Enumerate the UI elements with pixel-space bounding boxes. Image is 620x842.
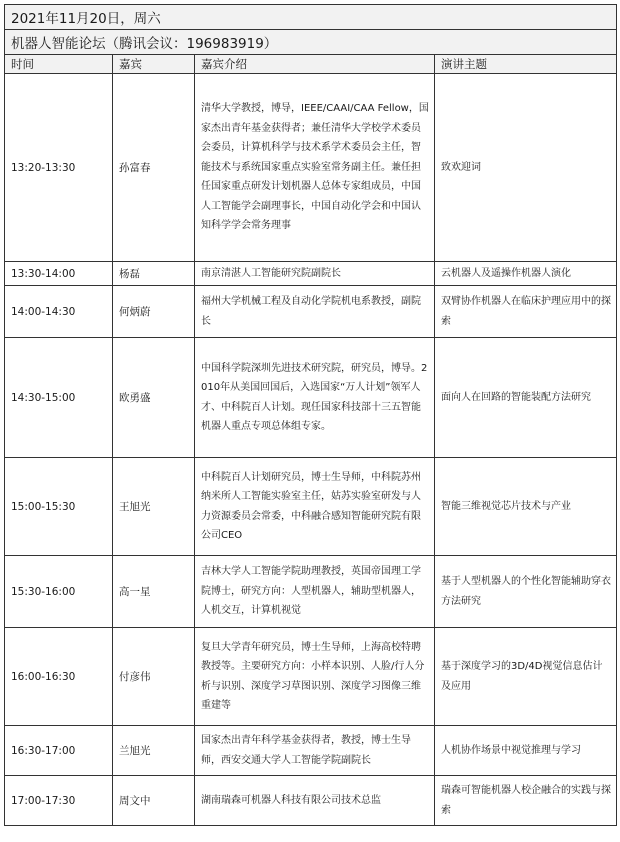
row-topic: 基于深度学习的3D/4D视觉信息估计及应用 <box>435 628 617 726</box>
row-guest: 孙富春 <box>113 74 195 262</box>
table-row <box>5 338 617 458</box>
row-topic: 双臂协作机器人在临床护理应用中的探索 <box>435 286 617 338</box>
column-header-guest: 嘉宾 <box>113 55 195 74</box>
event-date: 2021年11月20日，周六 <box>5 5 617 30</box>
row-topic: 瑞森可智能机器人校企融合的实践与探索 <box>435 776 617 826</box>
row-intro: 中科院百人计划研究员，博士生导师，中科院苏州纳米所人工智能实验室主任，姑苏实验室研发与人力资源委员会常委，中科融合感知智能研究院有限公司CEO <box>195 458 435 556</box>
row-time: 16:00-16:30 <box>5 628 113 726</box>
schedule-body <box>5 5 617 826</box>
row-intro: 湖南瑞森可机器人科技有限公司技术总监 <box>195 776 435 826</box>
date-row <box>5 5 617 30</box>
row-topic: 面向人在回路的智能装配方法研究 <box>435 338 617 458</box>
schedule-table <box>4 4 617 826</box>
row-topic: 智能三维视觉芯片技术与产业 <box>435 458 617 556</box>
row-intro: 福州大学机械工程及自动化学院机电系教授，副院长 <box>195 286 435 338</box>
row-time: 13:20-13:30 <box>5 74 113 262</box>
row-intro: 清华大学教授，博导，IEEE/CAAI/CAA Fellow，国家杰出青年基金获得者；兼任清华大学校学术委员会委员，计算机科学与技术系学术委员会主任，智能技术与系统国家重点实验室常务副主任。兼任担任国家重点研发计划机器人总体专家组成员，中国人工智能学会副理事长，中国自动化学会和中国认知科学学会常务理事 <box>195 74 435 262</box>
row-topic: 基于人型机器人的个性化智能辅助穿衣方法研究 <box>435 556 617 628</box>
row-time: 13:30-14:00 <box>5 262 113 286</box>
forum-row <box>5 30 617 55</box>
row-guest: 兰旭光 <box>113 726 195 776</box>
column-header-intro: 嘉宾介绍 <box>195 55 435 74</box>
row-guest: 王旭光 <box>113 458 195 556</box>
row-intro: 复旦大学青年研究员，博士生导师，上海高校特聘教授等。主要研究方向：小样本识别、人脸/行人分析与识别、深度学习草图识别、深度学习图像三维重建等 <box>195 628 435 726</box>
row-guest: 高一星 <box>113 556 195 628</box>
table-row <box>5 74 617 262</box>
row-topic: 云机器人及遥操作机器人演化 <box>435 262 617 286</box>
row-intro: 国家杰出青年科学基金获得者，教授，博士生导师，西安交通大学人工智能学院副院长 <box>195 726 435 776</box>
row-intro: 吉林大学人工智能学院助理教授，英国帝国理工学院博士，研究方向：人型机器人，辅助型机器人，人机交互，计算机视觉 <box>195 556 435 628</box>
table-row <box>5 726 617 776</box>
row-time: 15:00-15:30 <box>5 458 113 556</box>
row-time: 16:30-17:00 <box>5 726 113 776</box>
table-row <box>5 628 617 726</box>
column-header-row <box>5 55 617 74</box>
table-row <box>5 776 617 826</box>
row-time: 14:00-14:30 <box>5 286 113 338</box>
table-row <box>5 286 617 338</box>
column-header-time: 时间 <box>5 55 113 74</box>
row-intro: 中国科学院深圳先进技术研究院，研究员，博导。2010年从美国回国后，入选国家“万人计划”领军人才、中科院百人计划。现任国家科技部十三五智能机器人重点专项总体组专家。 <box>195 338 435 458</box>
table-row <box>5 458 617 556</box>
table-row <box>5 262 617 286</box>
row-guest: 欧勇盛 <box>113 338 195 458</box>
row-guest: 杨磊 <box>113 262 195 286</box>
table-row <box>5 556 617 628</box>
row-time: 15:30-16:00 <box>5 556 113 628</box>
row-time: 14:30-15:00 <box>5 338 113 458</box>
row-time: 17:00-17:30 <box>5 776 113 826</box>
row-topic: 人机协作场景中视觉推理与学习 <box>435 726 617 776</box>
row-guest: 周文中 <box>113 776 195 826</box>
row-topic: 致欢迎词 <box>435 74 617 262</box>
forum-title: 机器人智能论坛（腾讯会议：196983919） <box>5 30 617 55</box>
row-intro: 南京清湛人工智能研究院副院长 <box>195 262 435 286</box>
row-guest: 何炳蔚 <box>113 286 195 338</box>
row-guest: 付彦伟 <box>113 628 195 726</box>
column-header-topic: 演讲主题 <box>435 55 617 74</box>
